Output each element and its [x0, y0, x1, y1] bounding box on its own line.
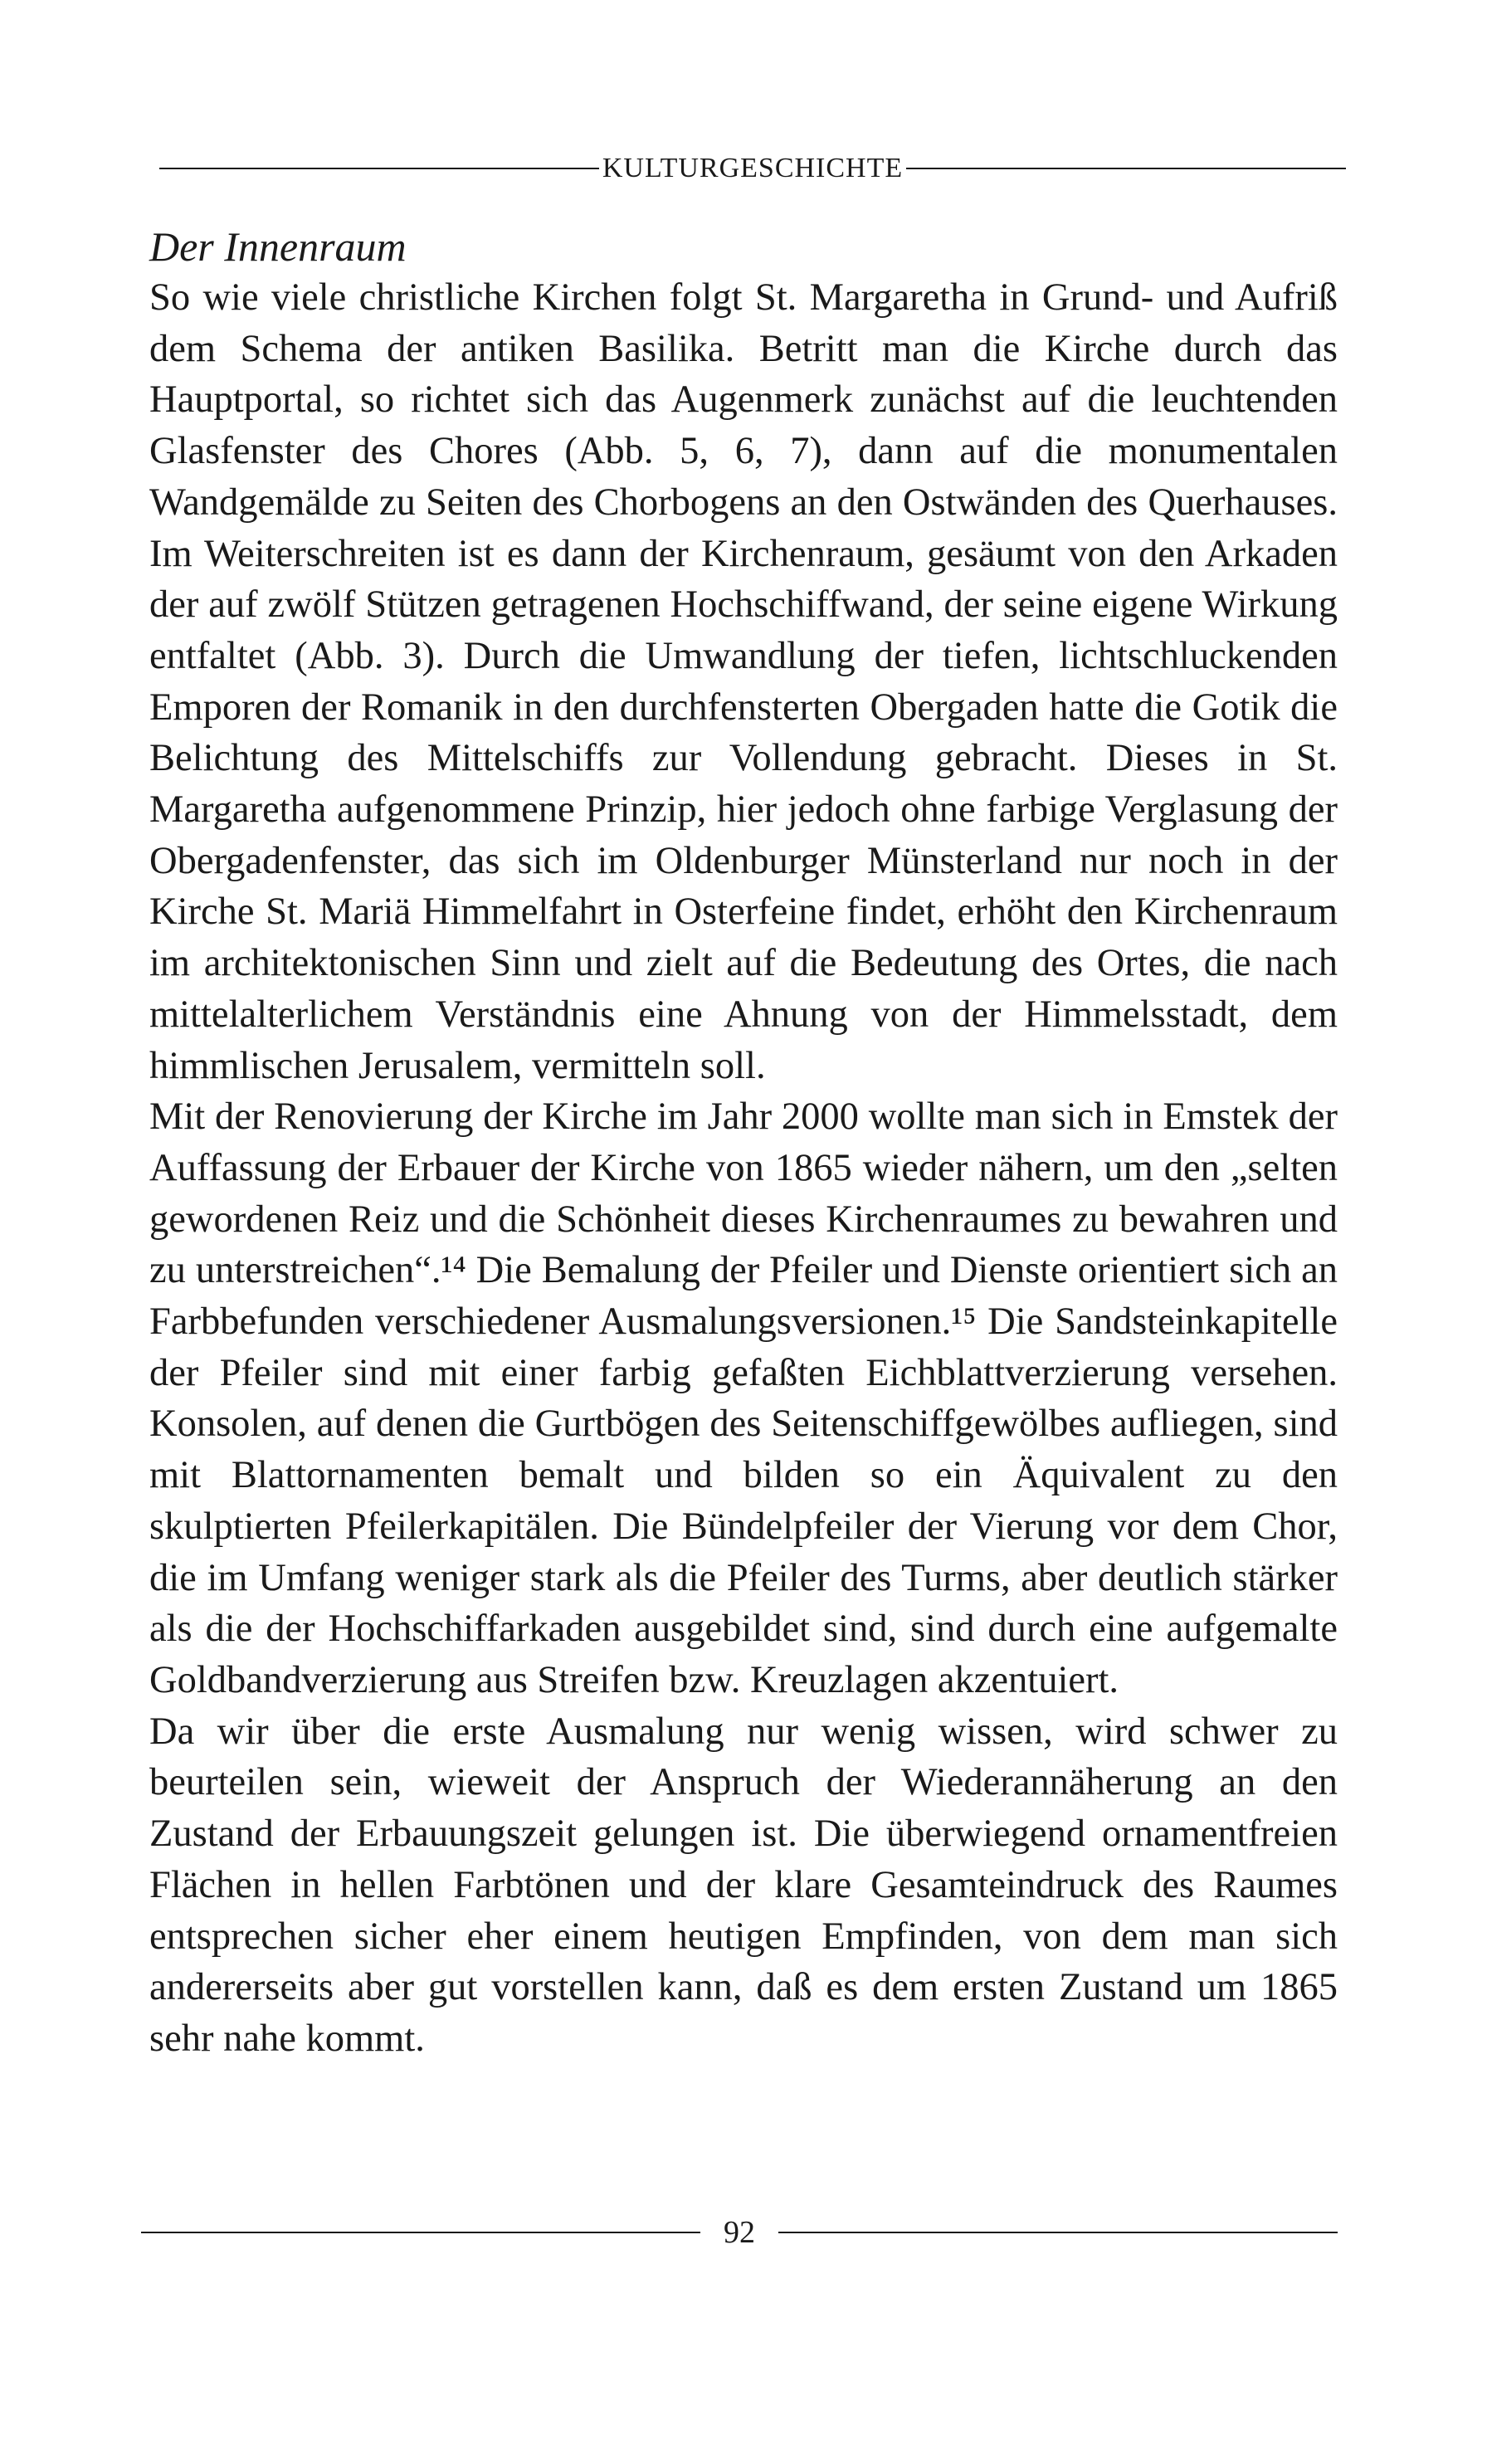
running-header	[159, 148, 1346, 189]
main-text	[149, 221, 1338, 2065]
paragraph-2: Mit der Renovierung der Kirche im Jahr 2000 wollte man sich in Emstek der Auffassung der Erbauer der Kirche von 1865 wieder nähern, um den „selten gewordenen Reiz und die Schönheit dieses Kirchenraumes zu bewahren und zu unterstreichen“.¹⁴ Die Bemalung der Pfeiler und Dienste orientiert sich an Farbbefunden verschiedener Ausmalungsversionen.¹⁵ Die Sandsteinkapitelle der Pfeiler sind mit einer farbig gefaßten Eichblattverzierung versehen. Konsolen, auf denen die Gurtbögen des Seitenschiffgewölbes aufliegen, sind mit Blattornamenten bemalt und bilden so ein Äquivalent zu den skulptierten Pfeilerkapitälen. Die Bündelpfeiler der Vierung vor dem Chor, die im Umfang weniger stark als die Pfeiler des Turms, aber deutlich stärker als die der Hochschiffarkaden ausgebildet sind, sind durch eine aufgemalte Goldbandverzierung aus Streifen bzw. Kreuzlagen akzentuiert.	[149, 1095, 1338, 1701]
paragraph-1: So wie viele christliche Kirchen folgt St. Margaretha in Grund- und Aufriß dem Schema der antiken Basilika. Betritt man die Kirche durch das Hauptportal, so richtet sich das Augenmerk zunächst auf die leuchtenden Glasfenster des Chores (Abb. 5, 6, 7), dann auf die monumentalen Wandgemälde zu Seiten des Chorbogens an den Ostwänden des Querhauses. Im Weiterschreiten ist es dann der Kirchenraum, gesäumt von den Arkaden der auf zwölf Stützen getragenen Hochschiffwand, der seine eigene Wirkung entfaltet (Abb. 3). Durch die Umwandlung der tiefen, lichtschluckenden Emporen der Romanik in den durchfensterten Obergaden hatte die Gotik die Belichtung des Mittelschiffs zur Vollendung gebracht. Dieses in St. Margaretha aufgenommene Prinzip, hier jedoch ohne farbige Verglasung der Obergadenfenster, das sich im Oldenburger Münsterland nur noch in der Kirche St. Mariä Himmelfahrt in Osterfeine findet, erhöht den Kirchenraum im architektonischen Sinn und zielt auf die Bedeutung des Ortes, die nach mittelalterlichem Verständnis eine Ahnung von der Himmelsstadt, dem himmlischen Jerusalem, vermitteln soll.	[149, 276, 1338, 1087]
paragraph-3: Da wir über die erste Ausmalung nur wenig wissen, wird schwer zu beurteilen sein, wieweit der Anspruch der Wiederannäherung an den Zustand der Erbauungszeit gelungen ist. Die überwiegend ornamentfreien Flächen in hellen Farbtönen und der klare Gesamteindruck des Raumes entsprechen sicher eher einem heutigen Empfinden, von dem man sich andererseits aber gut vorstellen kann, daß es dem ersten Zustand um 1865 sehr nahe kommt.	[149, 1710, 1338, 2060]
running-title: KULTURGESCHICHTE	[602, 153, 904, 183]
section-title: Der Innenraum	[149, 223, 407, 270]
header-rule-left	[159, 168, 599, 169]
header-rule-right	[906, 168, 1346, 169]
page-footer	[141, 2208, 1338, 2257]
footer-rule-right	[778, 2232, 1338, 2233]
page-number: 92	[724, 2215, 755, 2250]
footer-rule-left	[141, 2232, 700, 2233]
